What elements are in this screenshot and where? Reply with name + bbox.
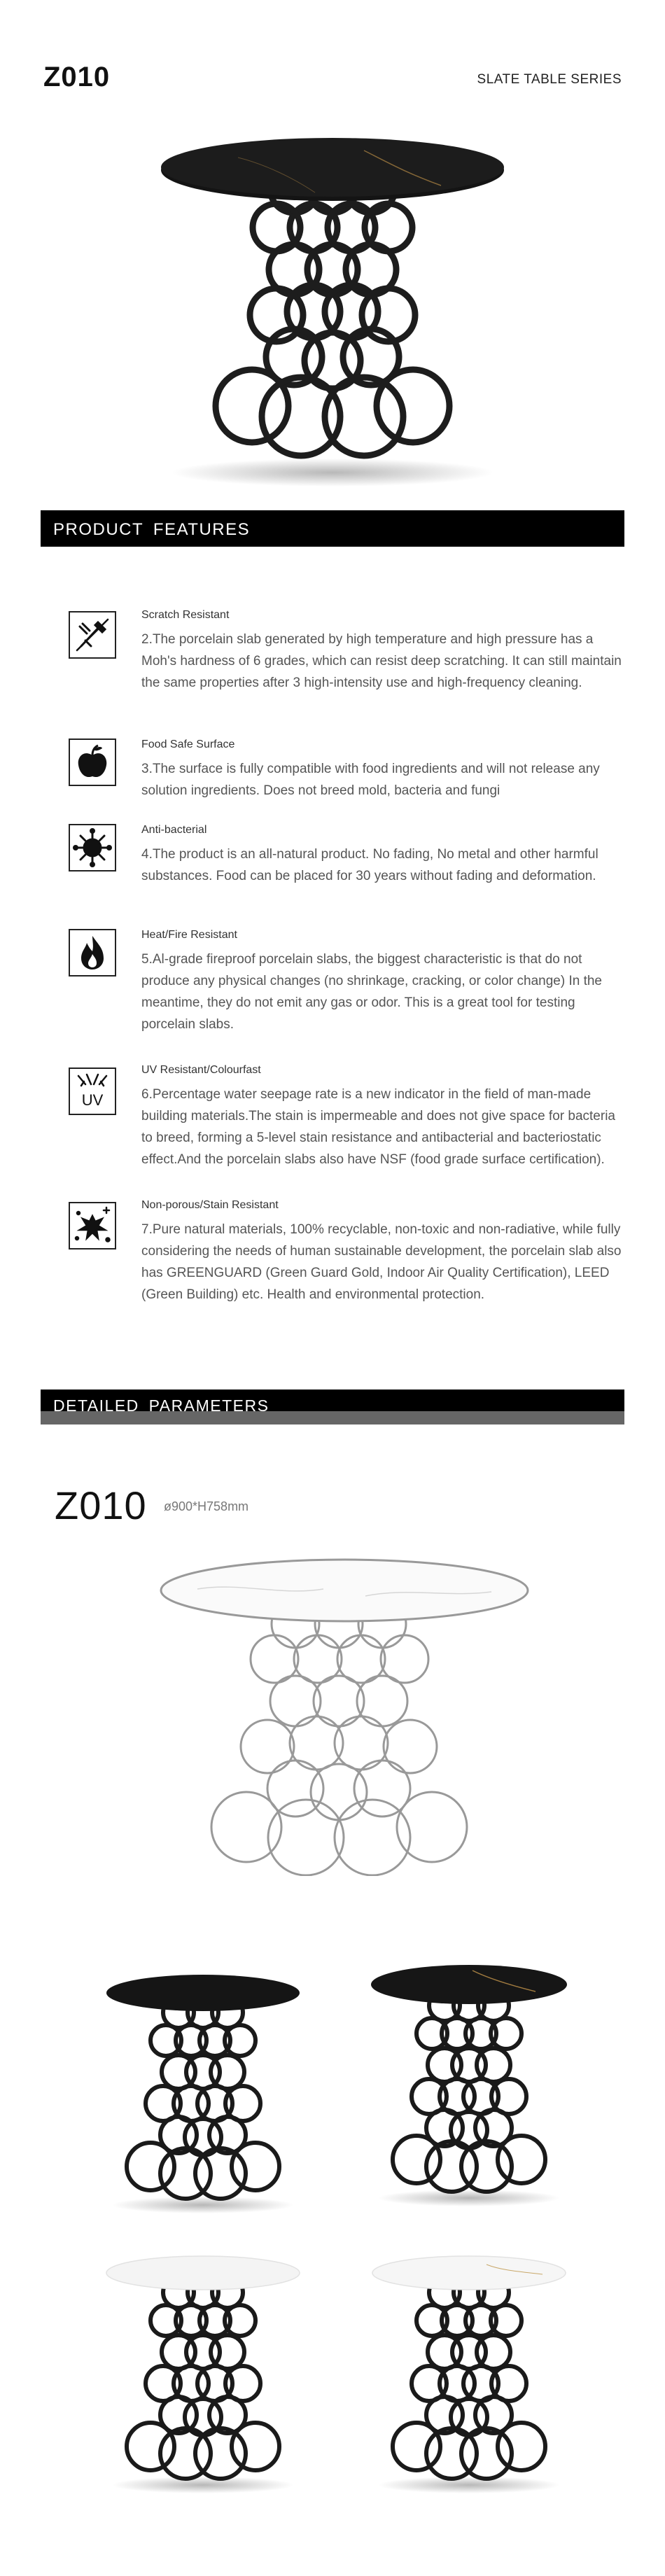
feature-desc: 7.Pure natural materials, 100% recyclable, non-toxic and non-radiative, while fully considering the needs of human sustainable development, the porcelain slab also has GREENGUARD (Green Guard Gold, Indoor Air Quality Certification), LEED (Green Building) etc. Health and environmental protection. (141, 1222, 622, 1302)
feature-desc: 3.The surface is fully compatible with food ingredients and will not release any solution ingredients. Does not breed mold, bacteria and fungi (141, 762, 600, 798)
variant-table-dark-1 (102, 1963, 304, 2216)
feature-desc: 4.The product is an all-natural product. No fading, No metal and other harmful substances. Food can be placed for 30 years without fading and deformation. (141, 847, 598, 883)
knife-scratch-icon (69, 611, 116, 659)
features-section-bar (41, 510, 624, 547)
parameters-model: Z010 (55, 1483, 147, 1527)
svg-text:UV: UV (81, 1091, 104, 1109)
feature-title: Heat/Fire Resistant (141, 929, 237, 941)
feature-title: Non-porous/Stain Resistant (141, 1199, 279, 1211)
feature-title: Food Safe Surface (141, 738, 235, 750)
feature-title: UV Resistant/Colourfast (141, 1064, 261, 1076)
variant-table-white-2 (368, 2244, 570, 2496)
outline-table-drawing (155, 1547, 533, 1876)
bacteria-icon (69, 824, 116, 872)
model-title: Z010 (43, 62, 111, 92)
feature-desc: 2.The porcelain slab generated by high temperature and high pressure has a Moh's hardness of 6 grades, which can resist deep scratching. It can still maintain the same properties after 3 high-intensity use and high-frequency cleaning. (141, 632, 622, 690)
variant-table-dark-2 (368, 1953, 570, 2208)
flame-icon (69, 929, 116, 976)
variant-table-white-1 (102, 2244, 304, 2496)
stain-splash-icon (69, 1202, 116, 1250)
feature-title: Scratch Resistant (141, 609, 230, 621)
params-section-title: DETAILED PARAMETERS (53, 1396, 270, 1415)
feature-title: Anti-bacterial (141, 824, 207, 836)
uv-icon (69, 1068, 116, 1115)
parameters-dimensions: ø900*H758mm (164, 1499, 249, 1513)
apple-icon (69, 738, 116, 786)
hero-table-image (154, 122, 511, 486)
feature-desc: 5.Al-grade fireproof porcelain slabs, the biggest characteristic is that do not produce any physical changes (no shrinkage, cracking, or color change) In the meantime, they do not emit any gas or odor. This is a great tool for testing porcelain slabs. (141, 952, 602, 1032)
params-section-bar (41, 1390, 624, 1424)
feature-desc: 6.Percentage water seepage rate is a new indicator in the field of man-made building materials.The stain is impermeable and does not give space for bacteria to breed, forming a 5-level stain resistance and antibacterial and bacteriostatic effect.And the porcelain slabs also have NSF (food grade surface certification). (141, 1087, 615, 1167)
series-label: SLATE TABLE SERIES (477, 72, 622, 87)
features-section-title: PRODUCT FEATURES (53, 520, 251, 539)
